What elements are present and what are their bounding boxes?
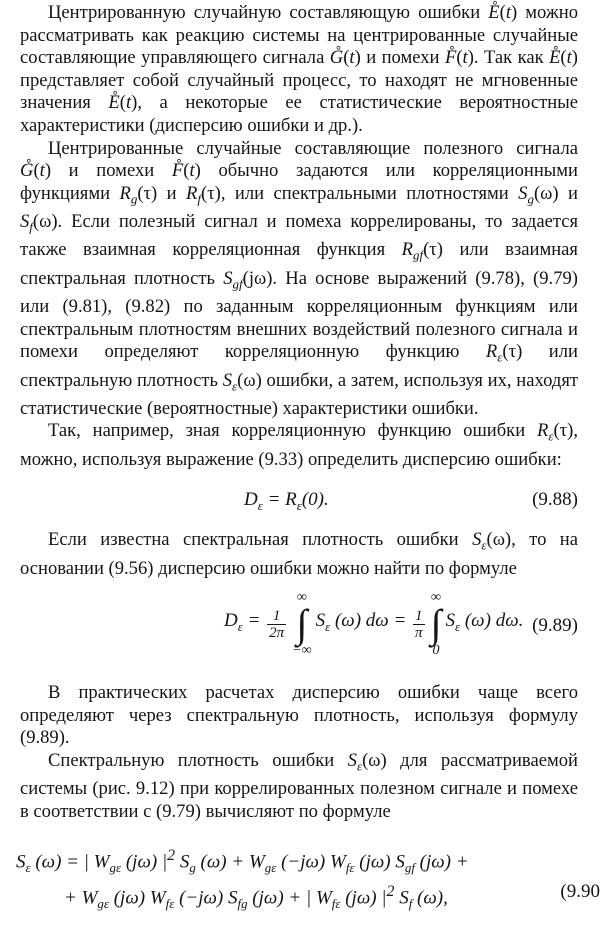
equation-9-88 bbox=[20, 471, 578, 529]
equation-9-90-number: (9.90 bbox=[560, 880, 600, 902]
paragraph-3: Так, например, зная корреляционную функцию ошибки $R_\varepsilon(\tau)$, можно, используя выражение (9.33) определить дисперсию ошибки: bbox=[20, 420, 578, 470]
paragraph-6: Спектральную плотность ошибки $S_\varepsilon(\omega)$ для рассматриваемой системы (рис. 9.12) при коррелированных полезном сигнале и помехе в соответствии с (9.79) вычисляют по формуле bbox=[20, 750, 578, 822]
paragraph-2: Центрированные случайные составляющие полезного сигнала G̊(t) и помехи F̊(t) обычно задаются или корреляционными функциями $R_g(\tau)$ и $R_f(\tau)$, или спектральными плотностями $S_g(\omega)$ и $S_f(\omega)$. Если полезный сигнал и помеха коррелированы, то задается также взаимная корреляционная функция $R_{gf}(\tau)$ или взаимная спектральная плотность $S_{gf}(j\omega)$. На основе выражений (9.78), (9.79) или (9.81), (9.82) по заданным корреляционным функциям или спектральным плотностям внешних воздействий полезного сигнала и помехи определяют корреляционную функцию $R_\varepsilon(\tau)$ или спектральную плотность $S_\varepsilon(\omega)$ ошибки, а затем, используя их, находят статистические (вероятностные) характеристики ошибки. bbox=[20, 137, 578, 419]
equation-9-88-formula: $D_\varepsilon = R_\varepsilon(0)$. bbox=[244, 489, 329, 514]
equation-9-88-number: (9.88) bbox=[532, 489, 578, 511]
equation-9-90 bbox=[16, 824, 600, 924]
paragraph-4: Если известна спектральная плотность ошибки $S_\varepsilon(\omega)$, то на основании (9.56) дисперсию ошибки можно найти по формуле bbox=[20, 529, 579, 579]
equation-9-89-number: (9.89) bbox=[532, 615, 578, 637]
paragraph-1: Центрированную случайную составляющую ошибки E̊(t) можно рассматривать как реакцию системы на центрированные случайные составляющие управляющего сигнала G̊(t) и помехи F̊(t). Так как E̊(t) представляет собой случайный процесс, то находят не мгновенные значения E̊(t), а некоторые ее статистические вероятностные характеристики (дисперсию ошибки и др.). bbox=[20, 2, 578, 136]
equation-9-90-line-2: + $W_{g\varepsilon}$ (jω) $W_{f\varepsilon}$ (−jω) $S_{fg}$ (jω) + | $W_{f\varepsilon}$ (jω) $|^2$ $S_f$ (ω), bbox=[64, 882, 448, 911]
equation-9-89-formula: $D_\varepsilon$ = $\frac{1}{2\pi}$ ∞ ∫ −∞ $S_\varepsilon$ (ω) dω = $\frac{1}{\pi}$ ∞ ∫ 0 $S_\varepsilon$ (ω) dω. bbox=[224, 590, 524, 659]
paragraph-5: В практических расчетах дисперсию ошибки чаще всего определяют через спектральную плотность, используя формулу (9.89). bbox=[20, 682, 578, 749]
equation-9-90-line-1: $S_\varepsilon$ (ω) = | $W_{g\varepsilon}$ (jω) $|^2$ $S_g$ $(\omega) + W_{g\varepsilon}$ (−jω) $W_{f\varepsilon}$ (jω) $S_{gf}$ (jω) + bbox=[16, 846, 469, 875]
equation-9-89 bbox=[20, 580, 578, 682]
